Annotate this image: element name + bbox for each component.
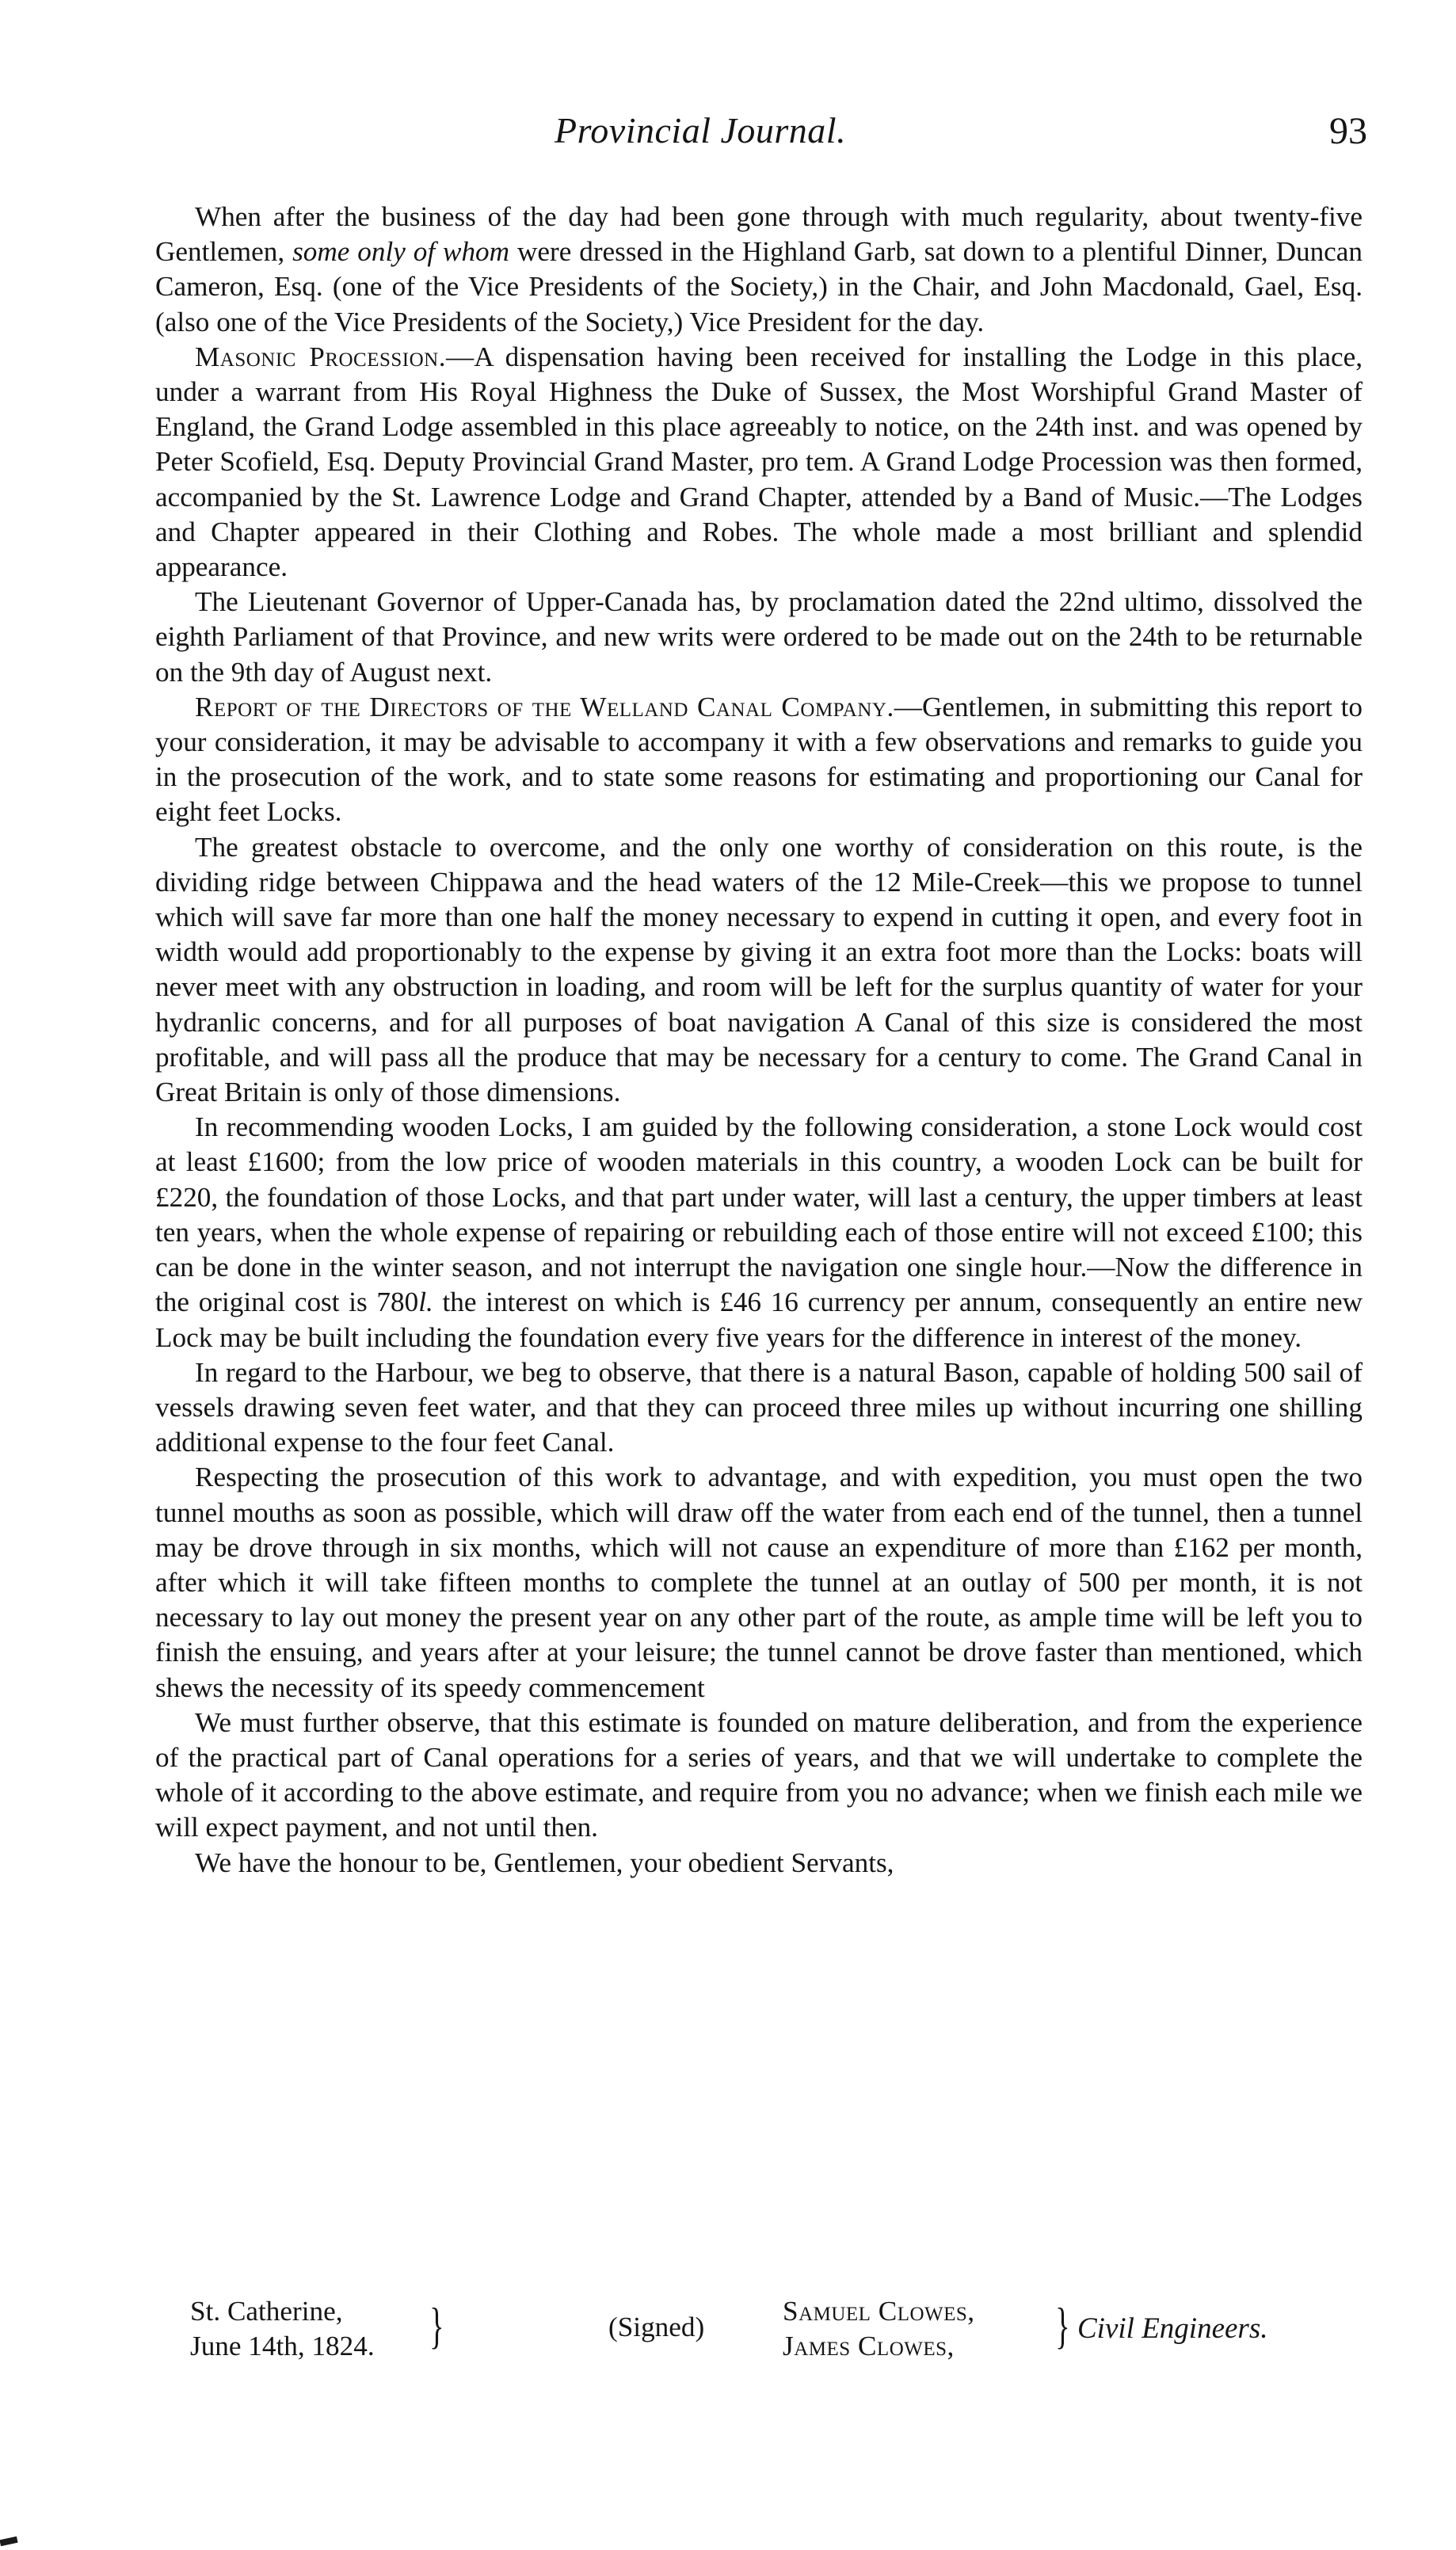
paragraph-parliament-dissolved: The Lieutenant Governor of Upper-Canada has, by proclamation dated the 22nd ultimo, dissolved the eighth Parliament of that Province, and new writs were ordered to be made out on the 24th to be returnable on the 9th day of August next.: [155, 586, 1363, 688]
paragraph-text: were dressed in the Highland Garb, sat down to a plentiful Dinner, Duncan Cameron, Esq. (one of the Vice Presidents of the Society,) in the Chair, and John Macdonald, Gael, Esq. (also one of the Vice Presidents of the Society,) Vice President for the day.: [155, 236, 1363, 337]
brace-icon: }: [429, 2297, 444, 2354]
paragraph-welland-report: [155, 690, 1363, 830]
page-number: 93: [1329, 110, 1367, 152]
signature-place: St. Catherine,: [190, 2296, 343, 2327]
margin-ink-mark: [0, 2537, 18, 2546]
section-heading: Report of the Directors of the Welland Canal Company.: [195, 691, 894, 722]
italic-unit: l.: [418, 1286, 433, 1318]
paragraph-text: In recommending wooden Locks, I am guided by the following consideration, a stone Lock would cost at least £1600; from the low price of wooden materials in this country, a wooden Lock can be built for £220, the foundation of those Locks, and that part under water, will last a century, the upper timbers at least ten years, when the whole expense of repairing or rebuilding each of those entire will not exceed £100; this can be done in the winter season, and not interrupt the navigation one single hour.—Now the difference in the original cost is 780: [155, 1111, 1363, 1318]
running-head: Provincial Journal.: [555, 110, 847, 151]
signatory-name: Samuel Clowes,: [783, 2296, 975, 2327]
signature-date: June 14th, 1824.: [190, 2331, 375, 2361]
paragraph-wooden-locks: [155, 1110, 1363, 1355]
brace-icon: }: [1055, 2297, 1070, 2354]
signatory-names: [783, 2294, 975, 2364]
paragraph-text: —A dispensation having been received for installing the Lodge in this place, under a warrant from His Royal Highness the Duke of Sussex, the Most Worshipful Grand Master of England, the Grand Lodge assembled in this place agreeably to notice, on the 24th inst. and was opened by Peter Scofield, Esq. Deputy Provincial Grand Master, pro tem. A Grand Lodge Procession was then formed, accompanied by the St. Lawrence Lodge and Grand Chapter, attended by a Band of Music.—The Lodges and Chapter appeared in their Clothing and Robes. The whole made a most brilliant and splendid appearance.: [155, 341, 1363, 583]
signatory-name: James Clowes,: [783, 2331, 955, 2361]
signature-block: [155, 2294, 1363, 2373]
paragraph-prosecution: Respecting the prosecution of this work to advantage, and with expedition, you must open the two tunnel mouths as soon as possible, which will draw off the water from each end of the tunnel, then a tunnel may be drove through in six months, which will not cause an expenditure of more than £162 per month, after which it will take fifteen months to complete the tunnel at an outlay of 500 per month, it is not necessary to lay out money the present year on any other part of the route, as ample time will be left you to finish the ensuing, and years after at your leisure; the tunnel cannot be drove faster than mentioned, which shews the necessity of its speedy commencement: [155, 1462, 1363, 1703]
italic-phrase: some only of whom: [292, 236, 510, 268]
paragraph-text: —Gentlemen, in submitting this report to your consideration, it may be advisable to accompany it with a few observations and remarks to guide you in the prosecution of the work, and to state some reasons for estimating and proportioning our Canal for eight feet Locks.: [155, 691, 1363, 828]
paragraph-dividing-ridge: The greatest obstacle to overcome, and the only one worthy of consideration on this route, is the dividing ridge between Chippawa and the head waters of the 12 Mile-Creek—this we propose to tunnel which will save far more than one half the money necessary to expend in cutting it open, and every foot in width would add proportionably to the expense by giving it an extra foot more than the Locks: boats will never meet with any obstruction in loading, and room will be left for the surplus quantity of water for your hydranlic concerns, and for all purposes of boat navigation A Canal of this size is considered the most profitable, and will pass all the produce that may be necessary for a century to come. The Grand Canal in Great Britain is only of those dimensions.: [155, 831, 1363, 1108]
signed-label: (Signed): [608, 2312, 705, 2342]
place-date: [190, 2294, 375, 2364]
paragraph-text: When after the business of the day had been gone through with much regularity, about twenty-five Gentlemen,: [155, 201, 1363, 268]
signatory-role: Civil Engineers.: [1077, 2312, 1268, 2345]
paragraph-text: the interest on which is £46 16 currency per annum, consequently an entire new Lock may be built including the foundation every five years for the difference in interest of the money.: [155, 1286, 1363, 1353]
paragraph-highland-dinner: [155, 200, 1363, 340]
section-heading: Masonic Procession.: [195, 341, 447, 372]
article-body: [155, 200, 1363, 1881]
paragraph-masonic-procession: [155, 340, 1363, 585]
paragraph-estimate: We must further observe, that this estimate is founded on mature deliberation, and from the experience of the practical part of Canal operations for a series of years, and that we will undertake to complete the whole of it according to the above estimate, and require from you no advance; when we finish each mile we will expect payment, and not until then.: [155, 1706, 1363, 1843]
paragraph-harbour: In regard to the Harbour, we beg to observe, that there is a natural Bason, capable of holding 500 sail of vessels drawing seven feet water, and that they can proceed three miles up without incurring one shilling additional expense to the four feet Canal.: [155, 1356, 1363, 1458]
paragraph-closing: We have the honour to be, Gentlemen, your obedient Servants,: [195, 1847, 894, 1878]
